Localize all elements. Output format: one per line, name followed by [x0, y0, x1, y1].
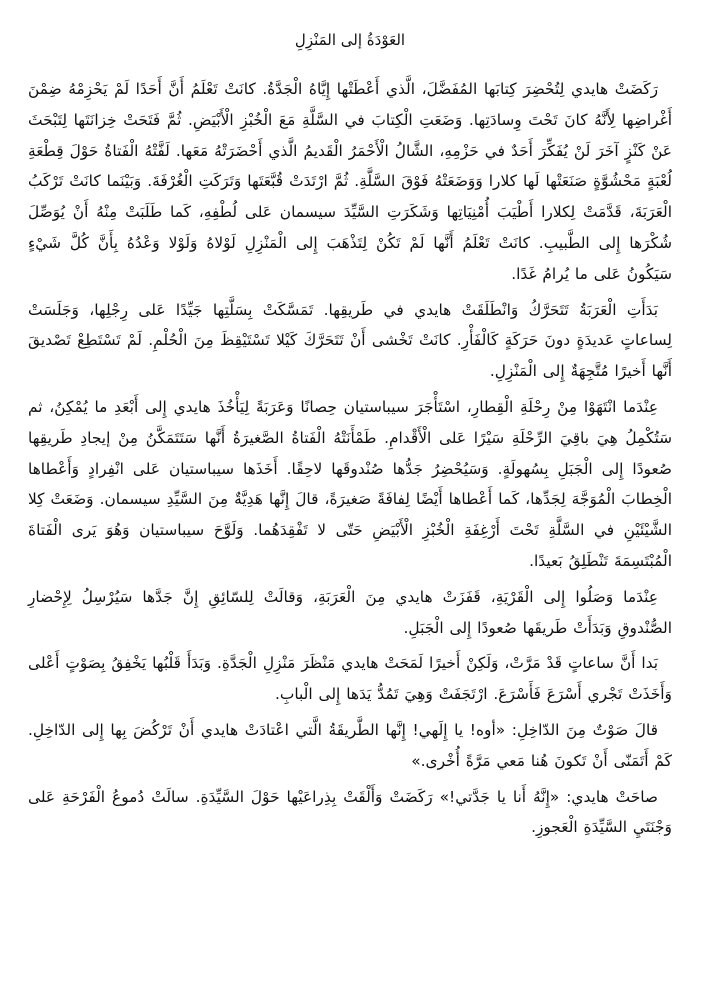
paragraph-3: عِنْدَما انْتَهَوْا مِنْ رِحْلَةِ الْقِطارِ، اسْتَأْجَرَ سيباستيان حِصانًا وَعَرَبَةً لِيَأْخُذَ هايدي إِلى أَبْعَدِ ما يُمْكِنُ، ثم سَتُكْمِلُ هِيَ باقِيَ الرِّحْلَةِ سَيْرًا عَلى الْأَقْدامِ. طَمْأَنَتْهُ الْفَتاةُ الصَّغيرَةُ أَنَّها سَتَتَمَكَّنُ مِنْ إيجادِ طَريقِها صُعودًا إِلى الْجَبَلِ بِسُهولَةٍ. وَسَيُحْضِرُ جَدُّها صُنْدوقَها لاحِقًا. أَخَذَها سيباستيان عَلى انْفِرادٍ وَأَعْطاها الْخِطابَ الْمُوَجَّهَ لِجَدِّها، كَما أَعْطاها أَيْضًا لِفافَةً صَغيرَةً، قالَ إِنَّها هَدِيَّةٌ مِنَ السَّيِّدِ سيسمان. وَضَعَتْ كِلا الشَّيْئَيْنِ في السَّلَّةِ تَحْتَ أَرْغِفَةِ الْخُبْزِ الْأَبْيَضِ حَتّى لا تَفْقِدَهُما. وَلَوَّحَ سيباستيان وَهُوَ يَرى الْفَتاةَ الْمُبْتَسِمَةَ تَنْطَلِقُ بَعيدًا.	[28, 397, 672, 570]
document-page	[28, 28, 672, 1000]
story-body	[28, 74, 672, 843]
paragraph-6: قالَ صَوْتٌ مِنَ الدّاخِلِ: «أوه! يا إِلَهي! إِنَّها الطَّريقَةُ الَّتي اعْتادَتْ هايدي أَنْ تَرْكُضَ بِها إِلى الدّاخِلِ. كَمْ أَتَمَنّى أَنْ تَكونَ هُنا مَعي مَرَّةً أُخْرى.»	[28, 720, 672, 770]
paragraph-1: رَكَضَتْ هايدي لِتُحْضِرَ كِتابَها المُفَضَّلَ، الَّذي أَعْطَتْها إِيَّاهُ الْجَدَّةُ. كانَتْ تَعْلَمُ أَنَّ أَحَدًا لَمْ يَحْزِمْهُ ضِمْنَ أَغْراضِها لِأَنَّهُ كانَ تَحْتَ وِسادَتِها. وَضَعَتِ الْكِتابَ في السَّلَّةِ مَعَ الْخُبْزِ الْأَبْيَضِ. ثُمَّ فَتَحَتْ خِزانَتَها لِتَبْحَثَ عَنْ كَنْزٍ آخَرَ لَنْ يُفَكِّرَ أَحَدٌ في حَزْمِهِ، الشَّالُ الْأَحْمَرُ الْقَديمُ الَّذي أَحْضَرَتْهُ مَعَها. لَفَّتْهُ الْفَتاةُ حَوْلَ قِطْعَةِ لُعْبَةٍ مَحْشُوَّةٍ صَنَعَتْها لَها كلارا وَوَضَعَتْهُ فَوْقَ السَّلَّةِ. ثُمَّ ارْتَدَتْ قُبَّعَتَها وَتَرَكَتِ الْغُرْفَةَ. وَبَيْنَما كانَتْ تَرْكَبُ الْعَرَبَةَ، قَدَّمَتْ لِكلارا أَطْيَبَ أُمْنِيَاتِها وَشَكَرَتِ السَّيِّدَ سيسمان عَلى لُطْفِهِ، كَما طَلَبَتْ مِنْهُ أَنْ يُوَصِّلَ شُكْرَها إِلى الطَّبيبِ. كانَتْ تَعْلَمُ أَنَّها لَمْ تَكُنْ لِتَذْهَبَ إِلى الْمَنْزِلِ لَوْلاهُ وَلَوْلا وَعْدُهُ بِأَنَّ كُلَّ شَيْءٍ سَيَكُونُ عَلى ما يُرامُ غَدًا.	[28, 80, 672, 283]
paragraph-4: عِنْدَما وَصَلُوا إِلى الْقَرْيَةِ، قَفَزَتْ هايدي مِنَ الْعَرَبَةِ، وَقالَتْ لِلسّائِقِ إِنَّ جَدَّها سَيُرْسِلُ لِإِحْضارِ الصُّنْدوقِ وَبَدَأَتْ طَريقَها صُعودًا إِلى الْجَبَلِ.	[28, 587, 672, 637]
paragraph-5: بَدا أَنَّ ساعاتٍ قَدْ مَرَّتْ، وَلَكِنْ أَخيرًا لَمَحَتْ هايدي مَنْظَرَ مَنْزِلِ الْجَدَّةِ. وَبَدَأَ قَلْبُها يَخْفِقُ بِصَوْتٍ أَعْلى وَأَخَذَتْ تَجْري أَسْرَعَ فَأَسْرَعَ. ارْتَجَفَتْ وَهِيَ تَمُدُّ يَدَها إِلى الْبابِ.	[28, 654, 672, 704]
paragraph-7: صاحَتْ هايدي: «إِنَّهُ أَنا يا جَدَّتي!» رَكَضَتْ وَأَلْقَتْ بِذِراعَيْها حَوْلَ السَّيِّدَةِ. سالَتْ دُموعُ الْفَرْحَةِ عَلى وَجْنَتَيِ السَّيِّدَةِ الْعَجوزِ.	[28, 787, 672, 837]
paragraph-2: بَدَأَتِ الْعَرَبَةُ تَتَحَرَّكُ وَانْطَلَقَتْ هايدي في طَريقِها. تَمَسَّكَتْ بِسَلَّتِها جَيِّدًا عَلى رِجْلِها، وَجَلَسَتْ لِساعاتٍ عَديدَةٍ دونَ حَرَكَةٍ كَالْفَأْرِ. كانَتْ تَخْشى أَنْ تَتَحَرَّكَ كَيْلا تَسْتَيْقِظَ مِنَ الْحُلْمِ. لَمْ تَسْتَطِعْ تَصْديقَ أَنَّها أَخيرًا مُتَّجِهَةٌ إِلى الْمَنْزِلِ.	[28, 300, 672, 381]
chapter-title: العَوْدَةُ إلى المَنْزِلِ	[294, 31, 406, 49]
